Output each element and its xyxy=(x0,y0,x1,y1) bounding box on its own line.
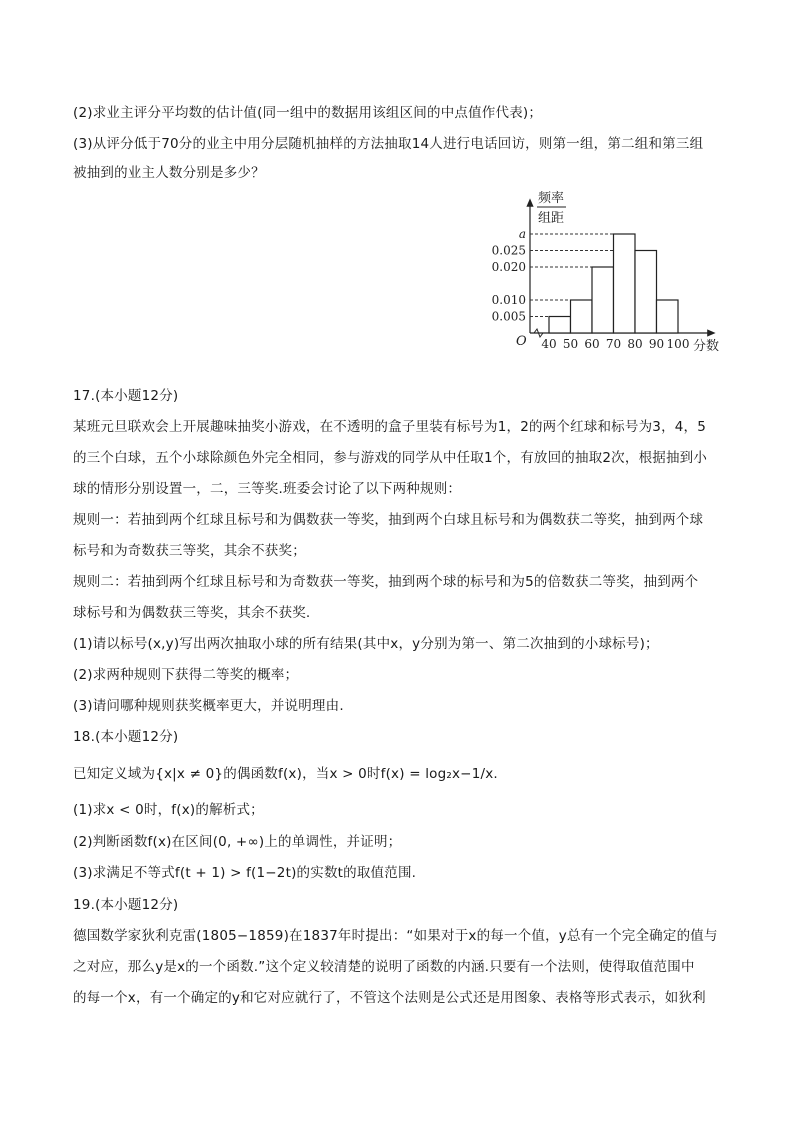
histogram-bar xyxy=(657,300,679,333)
q19-text-line: 德国数学家狄利克雷(1805−1859)在1837年时提出：“如果对于x的每一个值，y总有一个完全确定的值与 xyxy=(73,928,718,944)
q17-rule1-line: 标号和为奇数获三等奖，其余不获奖； xyxy=(73,543,306,559)
x-tick-label: 40 xyxy=(541,337,557,351)
q19-text-line: 的每一个x，有一个确定的y和它对应就行了，不管这个法则是公式还是用图象、表格等形式表示，如狄利 xyxy=(73,990,706,1006)
q17-rule2-line: 球标号和为偶数获三等奖，其余不获奖. xyxy=(73,605,311,621)
y-axis-label-numerator: 频率 xyxy=(538,191,565,206)
q17-header: 17.(本小题12分) xyxy=(73,388,179,404)
x-tick-label: 80 xyxy=(627,337,643,351)
y-tick-label: 0.025 xyxy=(491,243,526,258)
q18-stem: 已知定义域为{x|x ≠ 0}的偶函数f(x)，当x > 0时f(x) = log₂x−1/x. xyxy=(73,766,498,782)
x-axis-label: 分数 xyxy=(693,339,720,354)
q17-text-line: 某班元旦联欢会上开展趣味抽奖小游戏，在不透明的盒子里装有标号为1，2的两个红球和标号为3，4，5 xyxy=(73,419,707,435)
q17-rule2-line: 规则二：若抽到两个红球且标号和为奇数获一等奖，抽到两个球的标号和为5的倍数获二等奖，抽到两个 xyxy=(73,574,699,590)
histogram-bar xyxy=(549,317,571,334)
q19-header: 19.(本小题12分) xyxy=(73,897,179,913)
q16-part3-line2: 被抽到的业主人数分别是多少？ xyxy=(73,165,265,181)
x-tick-label: 70 xyxy=(605,337,622,351)
histogram-bar xyxy=(571,300,593,333)
histogram-bar xyxy=(635,251,657,334)
q16-part2: (2)求业主评分平均数的估计值(同一组中的数据用该组区间的中点值作代表)； xyxy=(73,105,543,121)
x-tick-label: 90 xyxy=(648,337,665,351)
x-tick-label: 50 xyxy=(562,337,579,351)
q18-part3: (3)求满足不等式f(t + 1) > f(1−2t)的实数t的取值范围. xyxy=(73,865,417,881)
y-tick-label: 0.005 xyxy=(491,309,526,324)
q18-part2: (2)判断函数f(x)在区间(0, +∞)上的单调性，并证明； xyxy=(73,834,402,850)
q17-part2: (2)求两种规则下获得二等奖的概率； xyxy=(73,667,299,683)
q18-header: 18.(本小题12分) xyxy=(73,729,179,745)
x-tick-label: 60 xyxy=(584,337,600,351)
frequency-histogram xyxy=(480,188,730,358)
y-axis-label-denominator: 组距 xyxy=(538,211,565,226)
y-tick-label: 0.010 xyxy=(491,293,526,307)
origin-label: O xyxy=(516,334,527,349)
y-tick-label: a xyxy=(518,227,526,241)
q17-part1: (1)请以标号(x,y)写出两次抽取小球的所有结果(其中x，y分别为第一、第二次抽到的小球标号)； xyxy=(73,636,659,652)
q17-text-line: 球的情形分别设置一，二，三等奖.班委会讨论了以下两种规则： xyxy=(73,481,462,497)
histogram-bar xyxy=(614,234,636,333)
x-tick-label: 100 xyxy=(666,337,690,351)
q18-part1: (1)求x < 0时，f(x)的解析式； xyxy=(73,802,264,818)
histogram-bar xyxy=(592,267,614,333)
q17-text-line: 的三个白球，五个小球除颜色外完全相同，参与游戏的同学从中任取1个，有放回的抽取2次，根据抽到小 xyxy=(73,450,708,466)
q19-text-line: 之对应，那么y是x的一个函数.”这个定义较清楚的说明了函数的内涵.只要有一个法则，使得取值范围中 xyxy=(73,959,695,975)
q17-rule1-line: 规则一：若抽到两个红球且标号和为偶数获一等奖，抽到两个白球且标号和为偶数获二等奖，抽到两个球 xyxy=(73,512,704,528)
q16-part3-line1: (3)从评分低于70分的业主中用分层随机抽样的方法抽取14人进行电话回访，则第一组，第二组和第三组 xyxy=(73,136,704,152)
q17-part3: (3)请问哪种规则获奖概率更大，并说明理由. xyxy=(73,698,344,714)
y-tick-label: 0.020 xyxy=(491,260,526,274)
